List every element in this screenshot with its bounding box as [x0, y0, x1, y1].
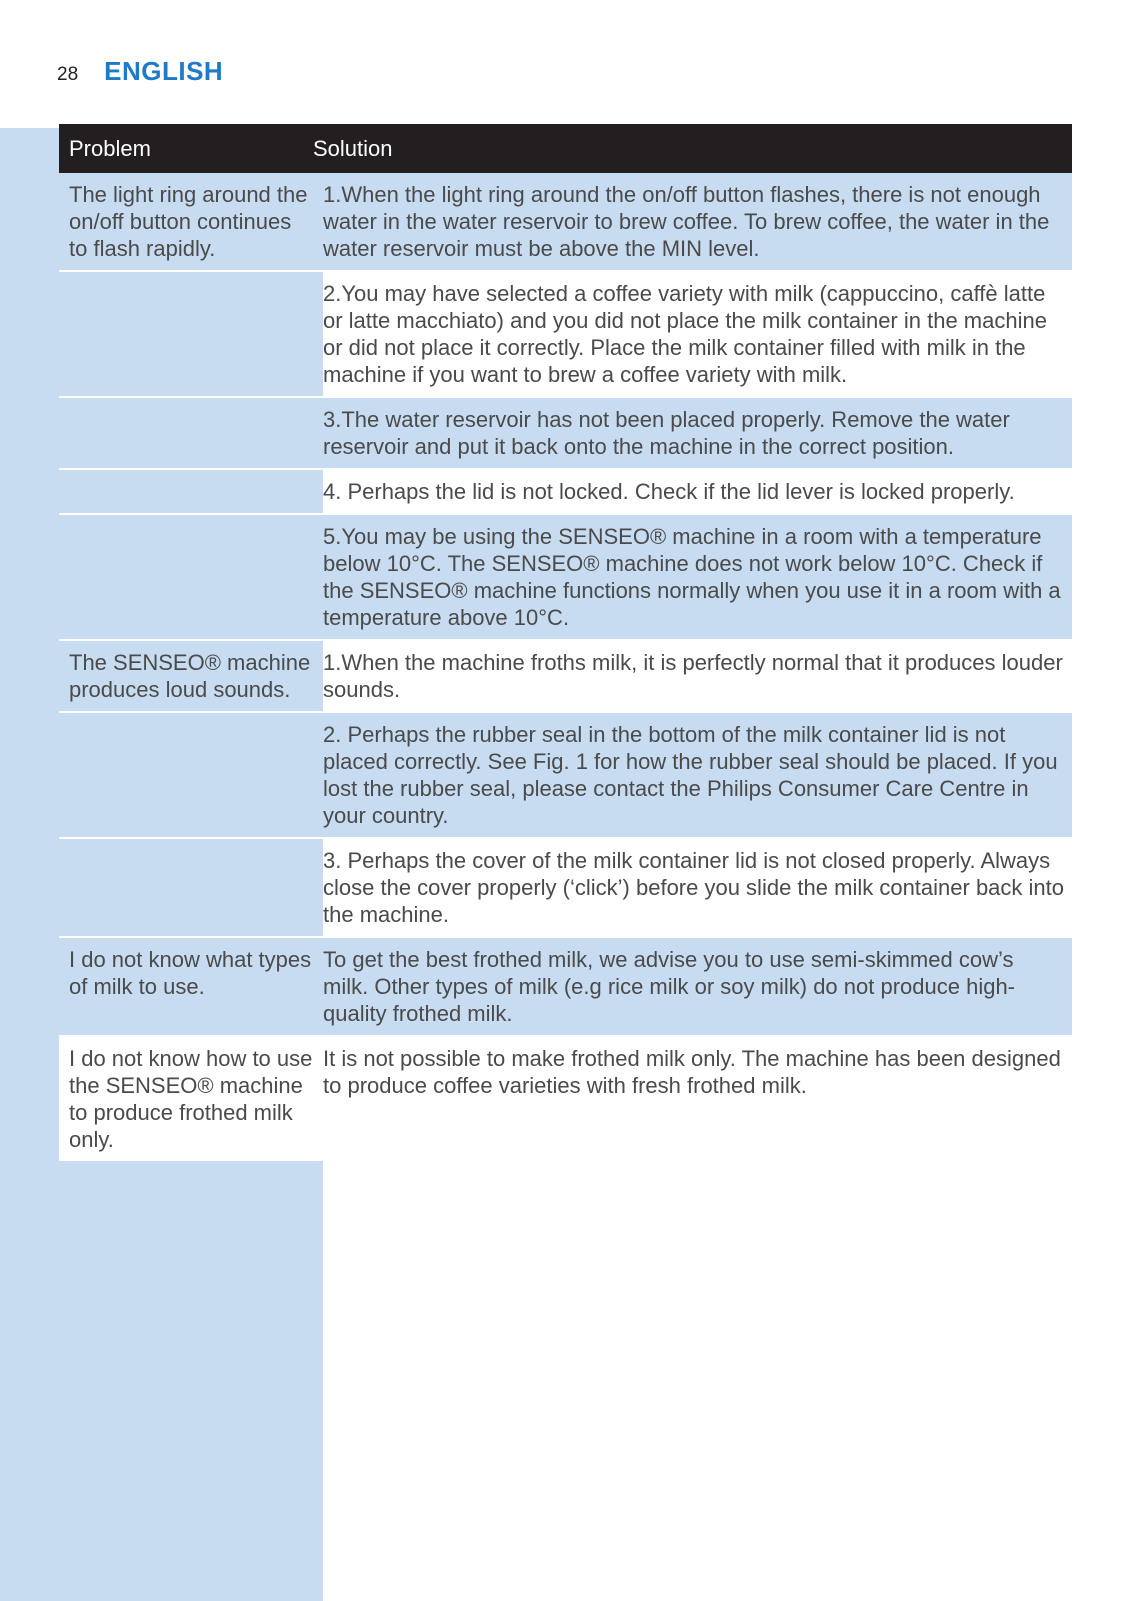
- problem-cell: [59, 839, 323, 936]
- table-row: [59, 396, 1072, 468]
- solution-cell: 3. Perhaps the cover of the milk container lid is not closed properly. Always close the cover properly (‘click’) before you slide the milk container back into the machine.: [323, 839, 1072, 936]
- table-row: [59, 468, 1072, 513]
- solution-cell: 1.When the light ring around the on/off button flashes, there is not enough water in the water reservoir to brew coffee. To brew coffee, the water in the water reservoir must be above the MIN level.: [323, 182, 1050, 261]
- problem-cell: I do not know what types of milk to use.: [69, 947, 312, 999]
- table-row: [59, 173, 1072, 270]
- table-row: [59, 711, 1072, 837]
- solution-column-header: Solution: [313, 135, 393, 161]
- table-row: [59, 1035, 1072, 1161]
- table-row: [59, 270, 1072, 396]
- problem-cell: The light ring around the on/off button continues to flash rapidly.: [69, 182, 308, 261]
- troubleshooting-table: [59, 124, 1072, 1161]
- solution-cell: To get the best frothed milk, we advise you to use semi-skimmed cow’s milk. Other types of milk (e.g rice milk or soy milk) do not produce high-quality frothed milk.: [323, 947, 1016, 1026]
- problem-cell: [59, 515, 323, 639]
- table-row: [59, 936, 1072, 1035]
- solution-cell: 3.The water reservoir has not been placed properly. Remove the water reservoir and put it back onto the machine in the correct position.: [323, 407, 1010, 459]
- page-header: [57, 56, 223, 87]
- solution-cell: 2.You may have selected a coffee variety with milk (cappuccino, caffè latte or latte macchiato) and you did not place the milk container in the machine or did not place it correctly. Place the milk container filled with milk in the machine if you want to brew a coffee variety with milk.: [323, 272, 1072, 396]
- problem-cell: [59, 398, 323, 468]
- section-title: ENGLISH: [104, 56, 224, 86]
- table-row: [59, 837, 1072, 936]
- table-row: [59, 513, 1072, 639]
- problem-cell: [59, 272, 323, 396]
- solution-cell: 1.When the machine froths milk, it is perfectly normal that it produces louder sounds.: [323, 641, 1072, 711]
- table-row: [59, 639, 1072, 711]
- problem-cell: The SENSEO® machine produces loud sounds.: [59, 641, 323, 711]
- problem-cell: [59, 713, 323, 837]
- problem-column-header: Problem: [69, 135, 151, 161]
- solution-cell: 5.You may be using the SENSEO® machine in a room with a temperature below 10°C. The SENSEO® machine does not work below 10°C. Check if the SENSEO® machine functions normally when you use it in a room with a temperature above 10°C.: [323, 524, 1061, 630]
- problem-cell: I do not know how to use the SENSEO® machine to produce frothed milk only.: [59, 1037, 323, 1161]
- table-header: [59, 124, 1072, 173]
- page-number: 28: [57, 64, 79, 85]
- problem-cell: [59, 470, 323, 513]
- solution-cell: 4. Perhaps the lid is not locked. Check if the lid lever is locked properly.: [323, 470, 1072, 513]
- solution-cell: It is not possible to make frothed milk only. The machine has been designed to produce coffee varieties with fresh frothed milk.: [323, 1037, 1072, 1161]
- solution-cell: 2. Perhaps the rubber seal in the bottom of the milk container lid is not placed correctly. See Fig. 1 for how the rubber seal should be placed. If you lost the rubber seal, please contact the Philips Consumer Care Centre in your country.: [323, 722, 1058, 828]
